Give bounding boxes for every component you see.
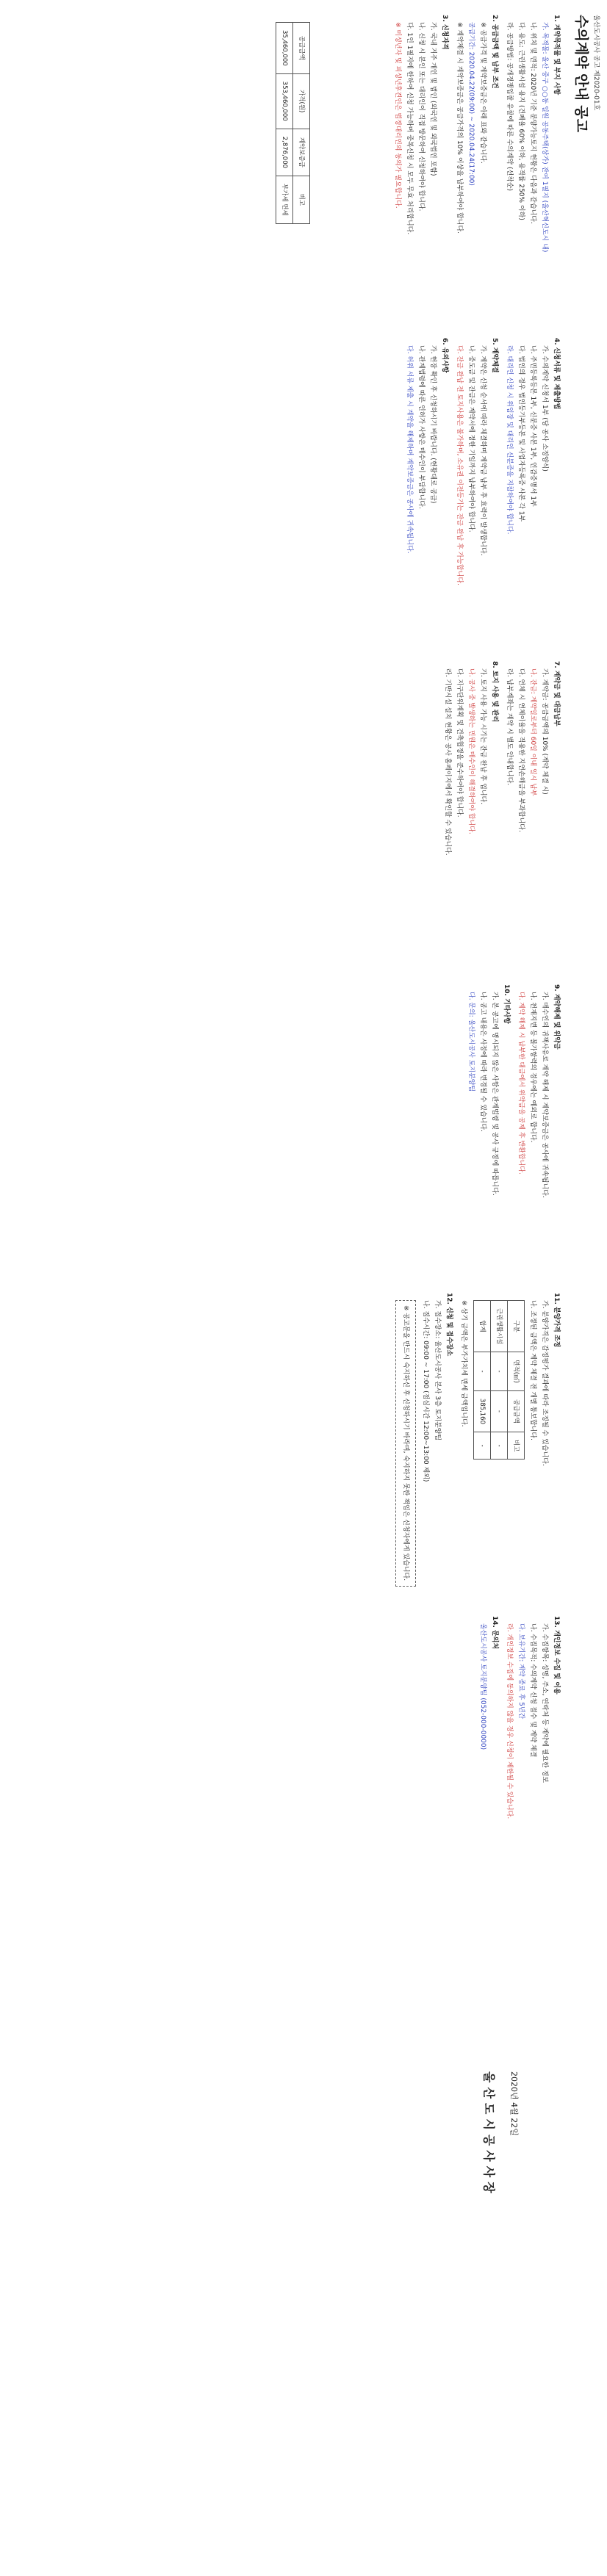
document-page-2	[0, 1293, 607, 2571]
section-heading: 3. 신청자격	[441, 15, 448, 50]
area-price-table	[473, 1300, 525, 1460]
body-paragraph: 나. 잔금: 계약일로부터 60일 이내 일시 납부	[529, 668, 536, 796]
body-paragraph: 다. 계약 해제 시 납부한 대금에서 위약금을 공제 후 반환합니다.	[517, 992, 525, 1175]
section-heading: 7. 계약금 및 대금납부	[553, 661, 560, 726]
body-paragraph: 나. 조정된 금액은 계약 체결 전 개별 통보합니다.	[529, 1300, 536, 1440]
body-paragraph: 나. 주민등록등본 1부, 신분증 사본 1부, 인감증명서 1부	[529, 345, 536, 507]
column-2	[15, 338, 566, 639]
column-5-text	[528, 1293, 561, 1594]
body-paragraph: 가. 현장 확인 후 신청하시기 바랍니다. (현황대로 공급)	[429, 345, 437, 504]
body-paragraph: 라. 대리인 신청 시 위임장 및 대리인 신분증을 지참하여야 합니다.	[506, 345, 513, 535]
body-paragraph: 나. 공사 중 발생하는 민원은 매수인이 해결하여야 합니다.	[467, 668, 475, 834]
column-3	[15, 661, 566, 962]
body-paragraph: 가. 수집항목: 성명, 주소, 연락처 등 계약에 필요한 정보	[541, 1623, 548, 1783]
body-paragraph: 가. 계약은 신청 순서에 따라 체결하며 계약금 납부 후 효력이 발생합니다.	[479, 345, 486, 556]
closing-date: 2020년 4월 22일	[509, 2071, 519, 2136]
section-heading: 14. 문의처	[491, 1616, 498, 1650]
body-paragraph: 나. 중도금 및 잔금은 계약서에 정한 기일까지 납부하여야 합니다.	[467, 345, 475, 533]
table-cell: 35,460,000	[276, 23, 293, 74]
body-paragraph: ※ 계약체결 시 계약보증금은 공급가격의 10% 이상을 납부하여야 합니다.	[456, 22, 463, 234]
body-paragraph: 나. 접수시간: 09:00 ~ 17:00 (점심시간 12:00~13:00 제외)	[422, 1300, 429, 1482]
body-paragraph: 가. 분양가격은 감정평가 결과에 따라 조정될 수 있습니다.	[541, 1300, 548, 1466]
column-5	[15, 1293, 566, 1594]
table-cell: -	[474, 1352, 491, 1391]
body-paragraph: 울산도시공사 토지분양팀 (052-000-0000)	[479, 1623, 486, 1750]
table-header: 면적(㎡)	[508, 1352, 525, 1391]
body-paragraph: 다. 문의: 울산도시공사 토지분양팀	[467, 992, 475, 1092]
section-heading: 10. 기타사항	[503, 984, 510, 1024]
body-paragraph: ※ 미성년자 및 피성년후견인은 법정대리인의 동의가 필요합니다.	[394, 22, 401, 209]
section-heading: 2. 공급금액 및 납부 조건	[491, 15, 498, 89]
column-5-text-b	[420, 1293, 469, 1594]
table-cell: -	[474, 1432, 491, 1460]
section-heading: 1. 계약목적물 및 부지 사항	[553, 15, 560, 95]
section-heading: 13. 개인정보 수집 및 이용	[553, 1616, 560, 1695]
body-paragraph: 다. 보유기간: 계약 종료 후 5년간	[517, 1623, 525, 1720]
column-6	[15, 1616, 566, 1917]
section-heading: 9. 계약해제 및 위약금	[553, 984, 560, 1050]
table-header: 비고	[508, 1432, 525, 1460]
body-paragraph: 가. 접수장소: 울산도시공사 본사 3층 토지분양팀	[434, 1300, 441, 1441]
table-cell: 부가세 면세	[276, 176, 293, 224]
body-paragraph: 라. 납부계좌는 계약 시 별도 안내합니다.	[506, 668, 513, 786]
column-1-table-area	[93, 15, 313, 316]
section-heading: 8. 토지 사용 및 관리	[491, 661, 498, 723]
body-paragraph: 다. 지구단위계획 및 건축협정을 준수하여야 합니다.	[456, 668, 463, 818]
document-title: 수의계약 안내 공고	[573, 15, 589, 133]
body-paragraph: 가. 계약금: 공급금액의 10% (계약 체결 시)	[541, 668, 548, 795]
body-paragraph: 다. 연체 시 연체이율을 적용한 지연손해금을 부과합니다.	[517, 668, 525, 832]
table-row	[474, 1301, 491, 1460]
table-header: 구분	[508, 1301, 525, 1352]
body-paragraph: 라. 기반시설 설치 현황은 공사 홈페이지에서 확인할 수 있습니다.	[444, 668, 451, 856]
table-row	[491, 1301, 508, 1460]
body-paragraph: 나. 신청 시 본인 또는 대리인이 직접 방문하여 신청하여야 합니다.	[417, 22, 425, 212]
body-paragraph: 가. 본 공고에 명시되지 않은 사항은 관계법령 및 공사 규정에 따릅니다.	[491, 992, 498, 1196]
section-heading: 6. 유의사항	[441, 338, 448, 373]
section-heading: 11. 분양가격 조정	[553, 1293, 560, 1348]
table-cell: -	[491, 1352, 508, 1391]
table-header: 공급금액	[508, 1390, 525, 1432]
body-paragraph: 다. 잔금 완납 전 토지사용은 불가하며, 소유권 이전등기는 잔금 완납 후 가능합니다.	[456, 345, 463, 585]
notice-box: ※ 공고문을 반드시 숙지하신 후 신청하시기 바라며, 숙지하지 못한 책임은 신청자에게 있습니다.	[395, 1300, 416, 1587]
closing-block	[461, 2071, 519, 2218]
section-heading: 12. 신청 및 접수장소	[445, 1293, 453, 1357]
body-paragraph: 나. 관계법령에 따른 인허가 사항은 매수인이 부담합니다.	[417, 345, 425, 509]
table-header: 비고	[293, 176, 310, 224]
section-heading: 5. 계약체결	[491, 338, 498, 373]
table-cell: -	[491, 1432, 508, 1460]
table-cell: 385,160	[474, 1390, 491, 1432]
body-paragraph: 나. 공고 내용은 사정에 따라 변경될 수 있습니다.	[479, 992, 486, 1132]
body-paragraph: 나. 천재지변 등 불가항력의 경우에는 예외로 합니다.	[529, 992, 536, 1143]
table-cell: 2,876,000	[276, 129, 293, 176]
body-paragraph: 가. 수의계약 신청서 1부 (당 공사 소정양식)	[541, 345, 548, 472]
body-paragraph: 다. 법인의 경우 법인등기부등본 및 사업자등록증 사본 각 1부	[517, 345, 525, 522]
body-paragraph: ※ 공급가격 및 계약보증금은 아래 표와 같습니다.	[479, 22, 486, 164]
document-number: 울산도시공사 공고 제2020-01호	[592, 15, 600, 111]
body-paragraph: ※ 상기 금액은 부가가치세 면세 금액입니다.	[460, 1300, 467, 1427]
table-cell: -	[491, 1390, 508, 1432]
body-paragraph: 나. 위치 및 면적: 2020년 기준 분양가능토지 현황은 다음과 같습니다.	[529, 22, 536, 224]
table-cell: 합계	[474, 1301, 491, 1352]
table-header: 가격(원)	[293, 73, 310, 129]
body-paragraph: 가. 토지 사용 가능 시기는 잔금 완납 후 입니다.	[479, 668, 486, 805]
body-paragraph: 라. 개인정보 수집에 동의하지 않을 경우 신청이 제한될 수 있습니다.	[506, 1623, 513, 1819]
column-4	[15, 984, 566, 1285]
body-paragraph: 다. 용도: 근린생활시설 용지 (건폐율 60% 이하, 용적률 250% 이하)	[517, 22, 525, 220]
body-paragraph: 가. 매수인의 귀책사유로 계약 해제 시 계약보증금은 공사에 귀속됩니다.	[541, 992, 548, 1198]
body-paragraph: 다. 1인 1필지에 한하여 신청 가능하며 중복신청 시 모두 무효 처리합니다.	[406, 22, 413, 235]
body-paragraph: 공급기간: 2020.04.22(09:00) ~ 2020.04.24(17:00)	[467, 22, 475, 186]
supply-price-table	[276, 22, 310, 224]
body-paragraph: 가. 국내 거주 개인 및 법인 (외국인 및 외국법인 포함)	[429, 22, 437, 176]
body-paragraph: 라. 공급방법: 공개경쟁입찰 유찰에 따른 수의계약 (선착순)	[506, 22, 513, 192]
issuer-name: 울산도시공사사장	[482, 2071, 496, 2198]
body-paragraph: 나. 수집목적: 수의계약 신청 접수 및 계약 체결	[529, 1623, 536, 1758]
table-header: 계약보증금	[293, 129, 310, 176]
table-header: 공급금액	[293, 23, 310, 74]
document-page-1	[0, 15, 607, 1293]
body-paragraph: 다. 허위 서류 제출 시 계약을 해제하며 계약보증금은 공사에 귀속됩니다.	[406, 345, 413, 554]
table-cell: 353,460,000	[276, 73, 293, 129]
section-heading: 4. 신청서류 및 제출방법	[553, 338, 560, 410]
body-paragraph: 가. 목적물: 울산 중구 ○○동 일원 공동주택(상가) 잔여 1필지 (울산혁신도시 내)	[541, 22, 548, 253]
table-cell: 근린생활시설	[491, 1301, 508, 1352]
